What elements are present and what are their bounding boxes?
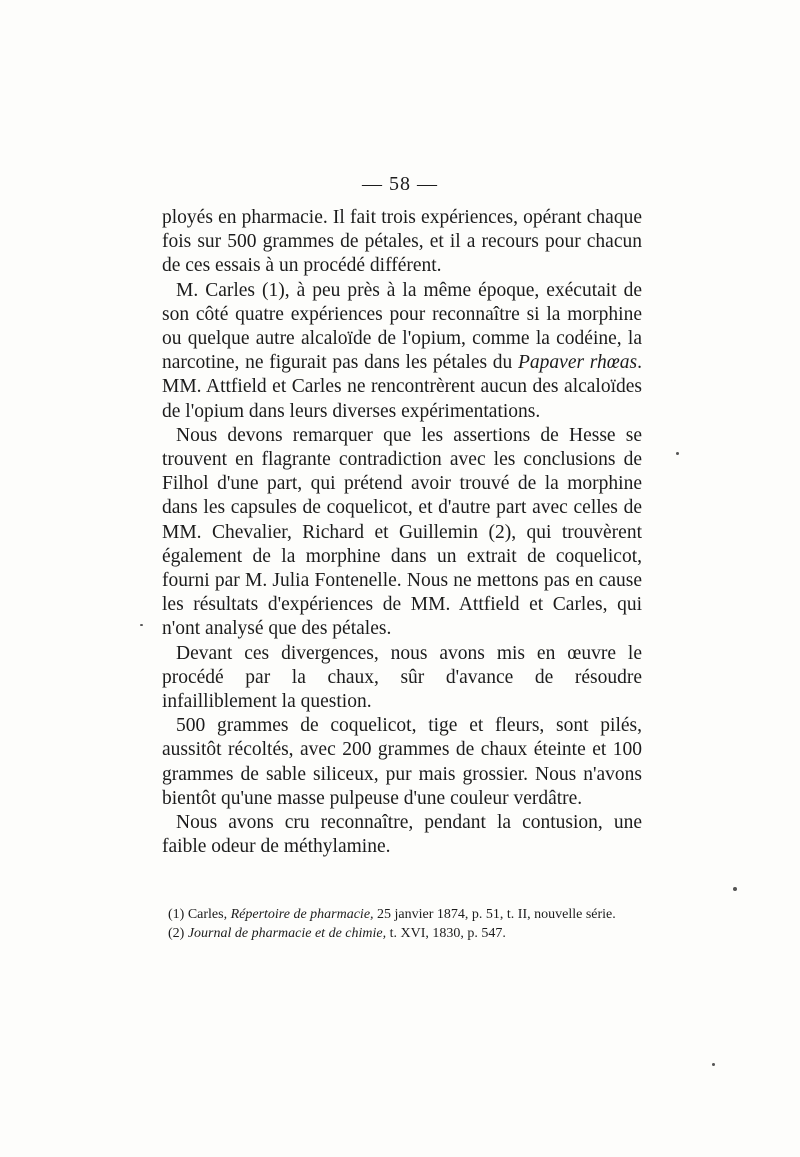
paragraph-5 bbox=[162, 714, 642, 811]
paper-speck bbox=[676, 452, 679, 455]
paragraph-4-text: Devant ces divergences, nous avons mis en œuvre le procédé par la chaux, sûr d'avance de résoudre infailliblement la question. bbox=[162, 642, 642, 713]
paragraph-2-text-b: . MM. Attfield et Carles ne rencontrèrent aucun des alcaloïdes de l'opium dans leurs diverses expérimentations. bbox=[162, 352, 642, 422]
footnote-2-rest: t. XVI, 1830, p. 547. bbox=[389, 926, 506, 941]
paragraph-2 bbox=[162, 279, 642, 424]
paragraph-4 bbox=[162, 642, 642, 715]
paragraph-3-text: Nous devons remarquer que les assertions de Hesse se trouvent en flagrante contradiction avec les conclusions de Filhol d'une part, qui prétend avoir trouvé de la morphine dans les capsules de coquelicot, et d'autre part avec celles de MM. Chevalier, Richard et Guillemin (2), qui trouvèrent également de la morphine dans un extrait de coquelicot, fourni par M. Julia Fontenelle. Nous ne mettons pas en cause les résultats d'expériences de MM. Attfield et Carles, qui n'ont analysé que des pétales. bbox=[162, 424, 642, 640]
footnote-1 bbox=[162, 905, 642, 924]
footnote-2 bbox=[162, 924, 642, 943]
footnote-1-title: Répertoire de pharmacie, bbox=[230, 907, 374, 922]
paragraph-3 bbox=[162, 424, 642, 642]
footnote-1-marker: (1) bbox=[168, 907, 185, 922]
body-text bbox=[162, 206, 642, 859]
paragraph-6 bbox=[162, 811, 642, 859]
paper-speck bbox=[140, 624, 143, 626]
paragraph-2-text-a: M. Carles (1), à peu près à la même époque, exécutait de son côté quatre expériences pour reconnaître si la morphine ou quelque autre alcaloïde de l'opium, comme la codéine, la narcotine, ne figurait pas dans les pétales du bbox=[162, 279, 642, 374]
paragraph-1 bbox=[162, 206, 642, 279]
footnote-1-rest: 25 janvier 1874, p. 51, t. II, nouvelle série. bbox=[377, 907, 616, 922]
paragraph-5-text: 500 grammes de coquelicot, tige et fleurs, sont pilés, aussitôt récoltés, avec 200 grammes de chaux éteinte et 100 grammes de sable siliceux, pur mais grossier. Nous n'avons bientôt qu'une masse pulpeuse d'une couleur verdâtre. bbox=[162, 715, 642, 809]
footnote-1-author: Carles, bbox=[187, 907, 228, 922]
paragraph-6-text: Nous avons cru reconnaître, pendant la contusion, une faible odeur de méthylamine. bbox=[162, 812, 642, 858]
footnotes bbox=[162, 905, 642, 943]
paragraph-1-text: ployés en pharmacie. Il fait trois expériences, opérant chaque fois sur 500 grammes de pétales, et il a recours pour chacun de ces essais à un procédé différent. bbox=[162, 207, 642, 277]
paper-speck bbox=[733, 887, 737, 891]
paper-speck bbox=[712, 1063, 715, 1066]
footnote-2-marker: (2) bbox=[168, 926, 185, 941]
footnote-2-title: Journal de pharmacie et de chimie, bbox=[187, 926, 387, 941]
page-number: — 58 — bbox=[362, 173, 438, 195]
species-name: Papaver rhœas bbox=[518, 352, 638, 374]
